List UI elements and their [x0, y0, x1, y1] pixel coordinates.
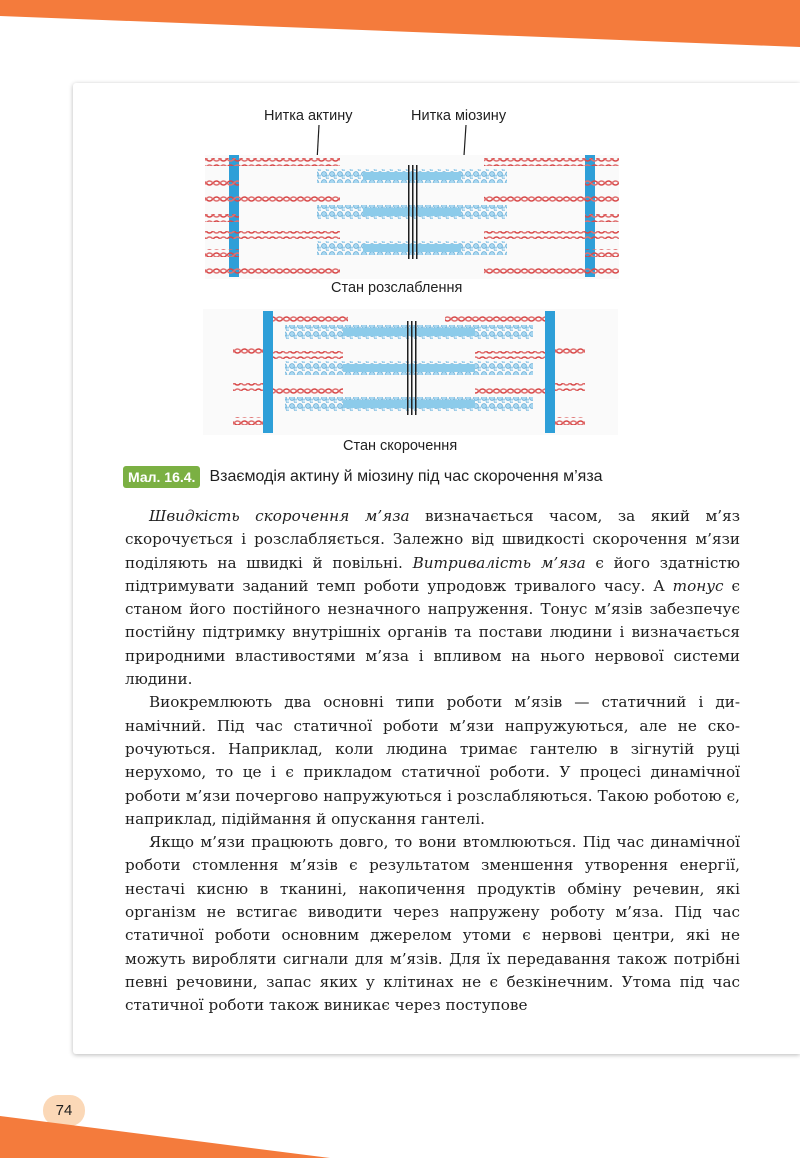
body-text — [125, 505, 740, 1018]
figure-caption — [123, 466, 603, 488]
myosin-filaments — [317, 165, 507, 259]
relaxed-state-label: Стан розслаблення — [331, 280, 463, 296]
z-line-right-contracted — [545, 311, 555, 433]
page-number: 74 — [43, 1095, 85, 1126]
text-span: є його здатністю підтримувати заданий темп роботи упродовж тривалого часу. А — [125, 553, 741, 595]
term-contraction-speed: Швидкість скорочення м’яза — [149, 507, 410, 525]
figure-caption-text: Взаємодія актину й міозину під час скорочення м’яза — [209, 468, 603, 485]
paragraph: Виокремлюють два основні типи роботи м’язів — статичний і динамічний. Під час статичної роботи м’язи напружуються, але не скорочуються. Наприклад, коли людина тримає гантелю в зігнутій руці нерухомо, то це і є прикладом статичної роботи. У процесі динамічної роботи м’язи почергово напружуються і розслабляються. Такою роботою є, наприклад, підіймання й опускання гантелі. — [125, 693, 740, 828]
myosin-label: Нитка міозину — [411, 108, 507, 124]
text-span: визначається часом, за який м’яз скорочується і розслабляється. Залежно від швидкості скорочення м’язи поділяють на швидкі й повільні. — [125, 507, 740, 572]
text-span: є станом його постійного незначного напруження. Тонус м’язів забезпечує постійну підтримку внутрішніх органів та постави людини і визначається природними властивостями м’яза і впливом на нього нервової системи людини. — [125, 576, 740, 689]
myosin-filaments-contracted — [285, 321, 533, 415]
contracted-state-label: Стан скорочення — [343, 438, 458, 454]
content-card — [73, 83, 800, 1054]
term-tonus: тонус — [672, 576, 724, 595]
bottom-accent-band — [0, 1098, 800, 1158]
z-line-left-contracted — [263, 311, 273, 433]
relaxed-sarcomere — [205, 155, 619, 279]
paragraph: Якщо м’язи працюють довго, то вони втомлюються. Під час динамічної роботи стомлення м’язів є результатом зменшення утворення енергії, нестачі кисню в тканині, накопичення продуктів обміну речевин, які організм не встигає виводити через напружену роботу м’яза. Під час статичної роботи основним джерелом утоми є нервові центри, які не можуть виробляти сигнали для м’язів. Для їх передавання також потрібні певні речовини, запас яких у клітинах не є безкінечним. Утома під час статичної роботи також виникає через поступове — [125, 833, 740, 1015]
top-accent-band — [0, 0, 800, 60]
actin-label: Нитка актину — [264, 108, 353, 124]
contracted-sarcomere — [203, 309, 618, 435]
muscle-contraction-figure — [73, 83, 800, 463]
term-endurance: Витривалість м’яза — [412, 553, 586, 572]
figure-number-badge: Мал. 16.4. — [123, 466, 200, 488]
paragraph — [125, 505, 740, 691]
